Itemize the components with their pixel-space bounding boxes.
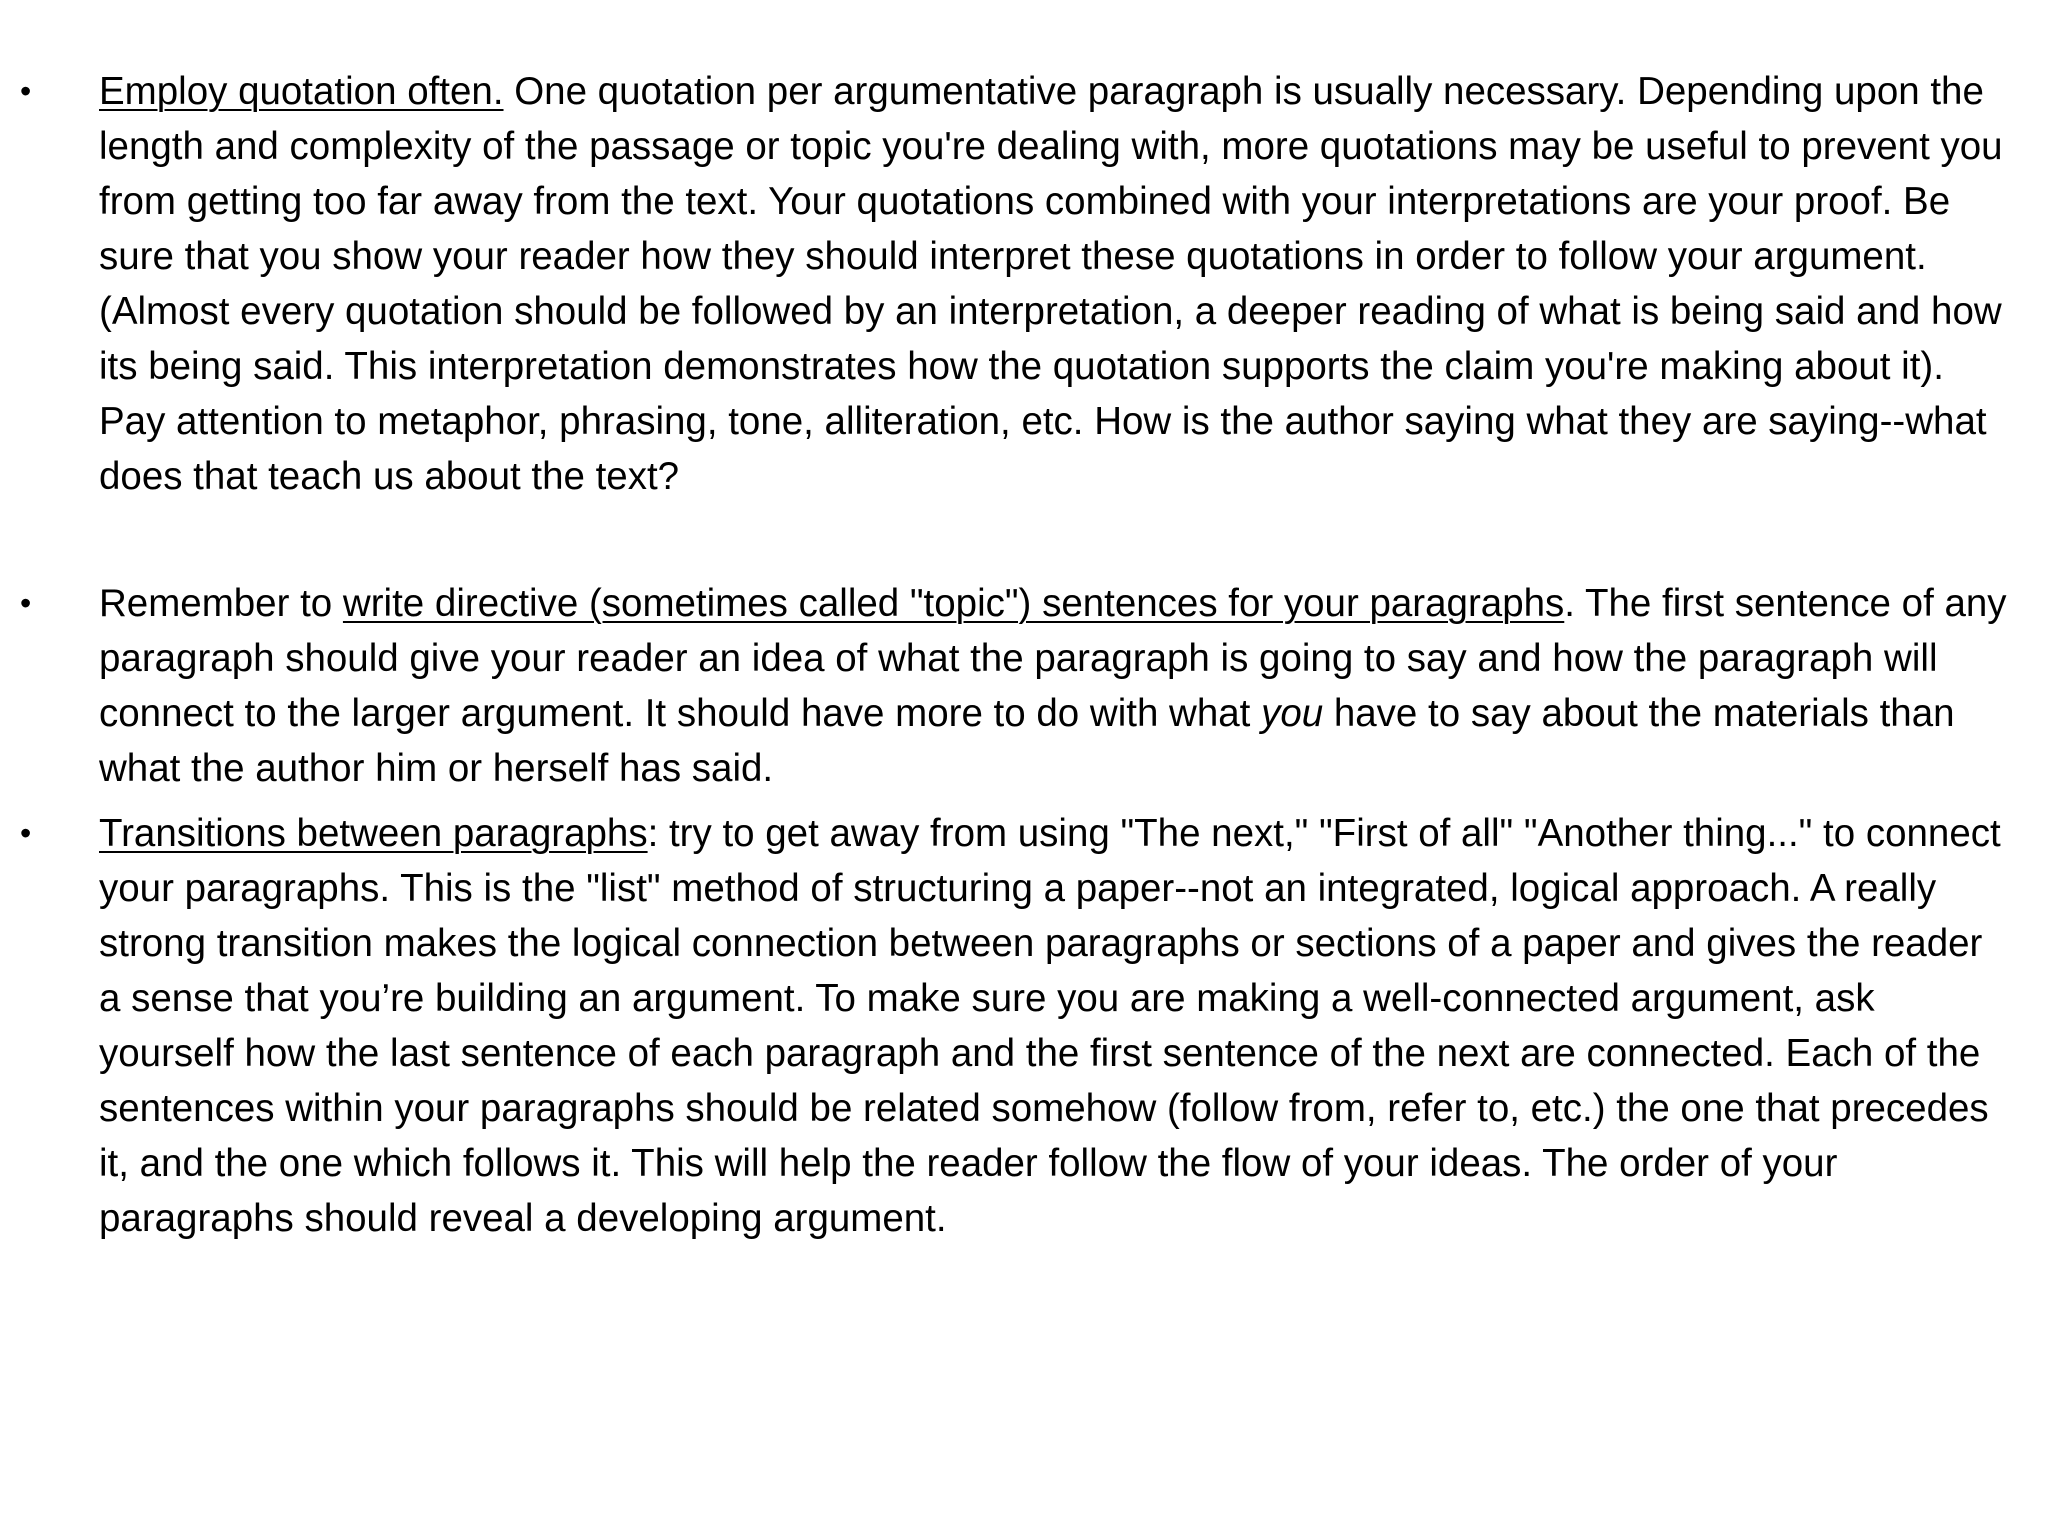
bullet-item-quotation — [0, 64, 2048, 504]
bullet-marker: • — [20, 73, 32, 109]
bullet-marker: • — [20, 585, 32, 621]
bullet-text: Remember to — [99, 582, 343, 625]
bullet-heading: Transitions between paragraphs — [99, 812, 648, 855]
bullet-item-transitions — [0, 806, 2048, 1246]
bullet-item-directive-sentences — [0, 576, 2048, 796]
bullet-marker: • — [20, 815, 32, 851]
bullet-text: : try to get away from using "The next," "First of all" "Another thing..." to connect your paragraphs. This is the "list" method of structuring a paper--not an integrated, logical approach. A really strong transition makes the logical connection between paragraphs or sections of a paper and gives the reader a sense that you’re building an argument. To make sure you are making a well-connected argument, ask yourself how the last sentence of each paragraph and the first sentence of the next are connected. Each of the sentences within your paragraphs should be related somehow (follow from, refer to, etc.) the one that precedes it, and the one which follows it. This will help the reader follow the flow of your ideas. The order of your paragraphs should reveal a developing argument. — [99, 812, 2001, 1240]
bullet-text: One quotation per argumentative paragraph is usually necessary. Depending upon the length and complexity of the passage or topic you're dealing with, more quotations may be useful to prevent you from getting too far away from the text. Your quotations combined with your interpretations are your proof. Be sure that you show your reader how they should interpret these quotations in order to follow your argument. (Almost every quotation should be followed by an interpretation, a deeper reading of what is being said and how its being said. This interpretation demonstrates how the quotation supports the claim you're making about it). Pay attention to metaphor, phrasing, tone, alliteration, etc. How is the author saying what they are saying--what does that teach us about the text? — [99, 70, 2003, 498]
bullet-heading: Employ quotation often. — [99, 70, 504, 113]
bullet-emphasis: you — [1261, 692, 1324, 735]
bullet-list — [0, 64, 2048, 1246]
bullet-heading: write directive (sometimes called "topic") sentences for your paragraphs — [342, 582, 1565, 625]
bullet-text: have to say about the materials than what the author him or herself has said. — [99, 692, 1955, 790]
bullet-text: . The first sentence of any paragraph should give your reader an idea of what the paragraph is going to say and how the paragraph will connect to the larger argument. It should have more to do with what — [99, 582, 2007, 735]
